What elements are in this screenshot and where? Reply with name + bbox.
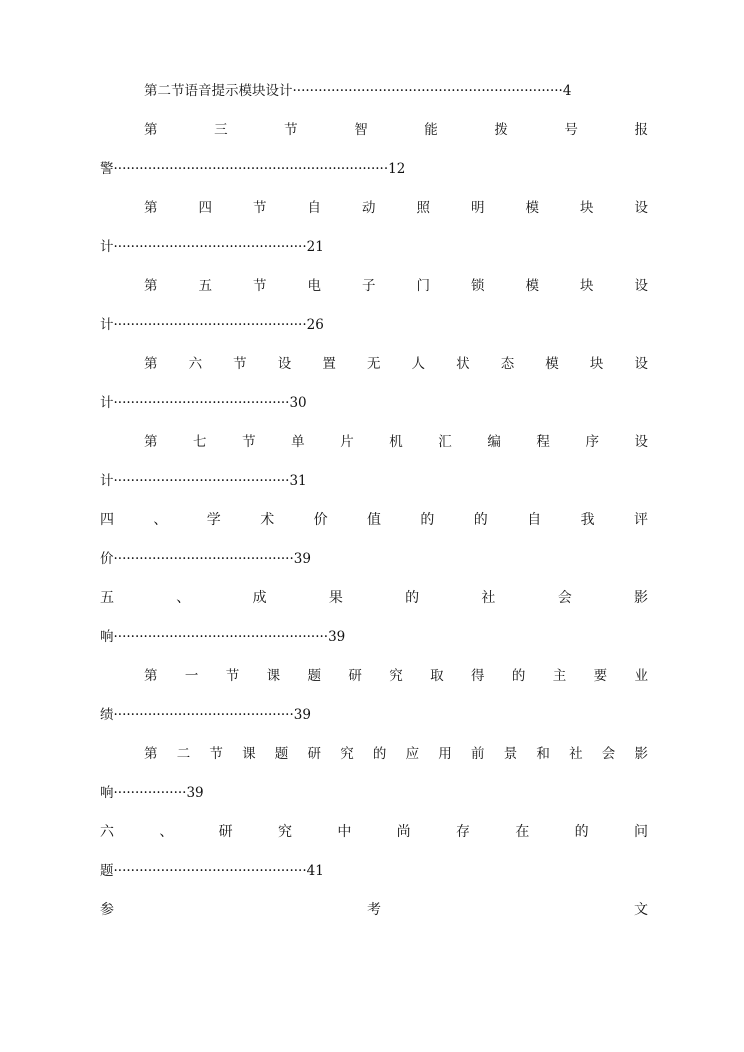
toc-entry-label-cont: 响 [100, 785, 114, 801]
toc-entry-label: 第 五 节 电 子 门 锁 模 块 设 [144, 278, 648, 294]
toc-page-number: 39 [186, 785, 204, 801]
toc-entry-label-cont: 计 [100, 473, 114, 489]
toc-entry-continuation[interactable] [100, 852, 648, 891]
toc-page-number: 26 [306, 317, 324, 333]
toc-entry-continuation[interactable] [100, 618, 648, 657]
toc-page-number: 4 [562, 83, 572, 99]
toc-entry[interactable] [100, 423, 648, 462]
toc-entry-label: 参 考 文 [100, 902, 648, 918]
toc-entry[interactable] [100, 267, 648, 306]
toc-entry-continuation[interactable] [100, 774, 648, 813]
toc-entry-continuation[interactable] [100, 228, 648, 267]
toc-entry-label: 第 四 节 自 动 照 明 模 块 设 [144, 200, 648, 216]
toc-page-number: 39 [328, 629, 346, 645]
toc-entry-continuation[interactable] [100, 384, 648, 423]
toc-entry[interactable] [100, 501, 648, 540]
toc-entry-label-cont: 警 [100, 161, 114, 177]
toc-leader-dots: ················· [113, 785, 187, 801]
toc-entry-label-cont: 计 [100, 395, 114, 411]
toc-entry[interactable] [100, 735, 648, 774]
toc-entry-continuation[interactable] [100, 150, 648, 189]
toc-entry[interactable] [100, 72, 648, 111]
toc-entry[interactable] [100, 891, 648, 930]
toc-leader-dots: ·················································· [113, 629, 329, 645]
toc-entry-label: 第 三 节 智 能 拨 号 报 [144, 122, 648, 138]
toc-entry[interactable] [100, 345, 648, 384]
toc-entry-continuation[interactable] [100, 462, 648, 501]
toc-entry-label-cont: 绩 [100, 707, 114, 723]
toc-page-number: 39 [293, 707, 311, 723]
toc-leader-dots: ·········································· [113, 551, 294, 567]
toc-leader-dots: ········································· [113, 473, 290, 489]
toc-entry[interactable] [100, 189, 648, 228]
toc-entry-label: 第 二 节 课 题 研 究 的 应 用 前 景 和 社 会 影 [144, 746, 648, 762]
toc-entry[interactable] [100, 111, 648, 150]
toc-leader-dots: ······························································· [292, 83, 563, 99]
toc-entry-label-cont: 计 [100, 239, 114, 255]
toc-leader-dots: ········································· [113, 395, 290, 411]
toc-entry-label: 第二节语音提示模块设计 [144, 83, 293, 99]
toc-entry[interactable] [100, 657, 648, 696]
toc-entry-label: 四 、 学 术 价 值 的 的 自 我 评 [100, 512, 648, 528]
toc-entry[interactable] [100, 579, 648, 618]
toc-entry-label-cont: 价 [100, 551, 114, 567]
toc-entry-continuation[interactable] [100, 540, 648, 579]
toc-entry-label: 第 七 节 单 片 机 汇 编 程 序 设 [144, 434, 648, 450]
toc-leader-dots: ·········································· [113, 707, 294, 723]
toc-page-number: 12 [388, 161, 406, 177]
toc-entry-label: 五 、 成 果 的 社 会 影 [100, 590, 648, 606]
toc-leader-dots: ································································ [113, 161, 389, 177]
toc-entry-label: 第 六 节 设 置 无 人 状 态 模 块 设 [144, 356, 648, 372]
toc-leader-dots: ············································· [113, 239, 307, 255]
toc-page-number: 41 [306, 863, 324, 879]
toc-page-number: 30 [289, 395, 307, 411]
toc-entry-label-cont: 计 [100, 317, 114, 333]
toc-entry-continuation[interactable] [100, 696, 648, 735]
toc-entry-label: 六 、 研 究 中 尚 存 在 的 问 [100, 824, 648, 840]
toc-entry-label-cont: 响 [100, 629, 114, 645]
toc-entry-label: 第 一 节 课 题 研 究 取 得 的 主 要 业 [144, 668, 648, 684]
toc-leader-dots: ············································· [113, 863, 307, 879]
toc-page-number: 21 [306, 239, 324, 255]
toc-entry[interactable] [100, 813, 648, 852]
toc-entry-continuation[interactable] [100, 306, 648, 345]
toc-list [100, 72, 648, 930]
toc-entry-label-cont: 题 [100, 863, 114, 879]
toc-page-number: 31 [289, 473, 307, 489]
toc-page-number: 39 [293, 551, 311, 567]
toc-leader-dots: ············································· [113, 317, 307, 333]
